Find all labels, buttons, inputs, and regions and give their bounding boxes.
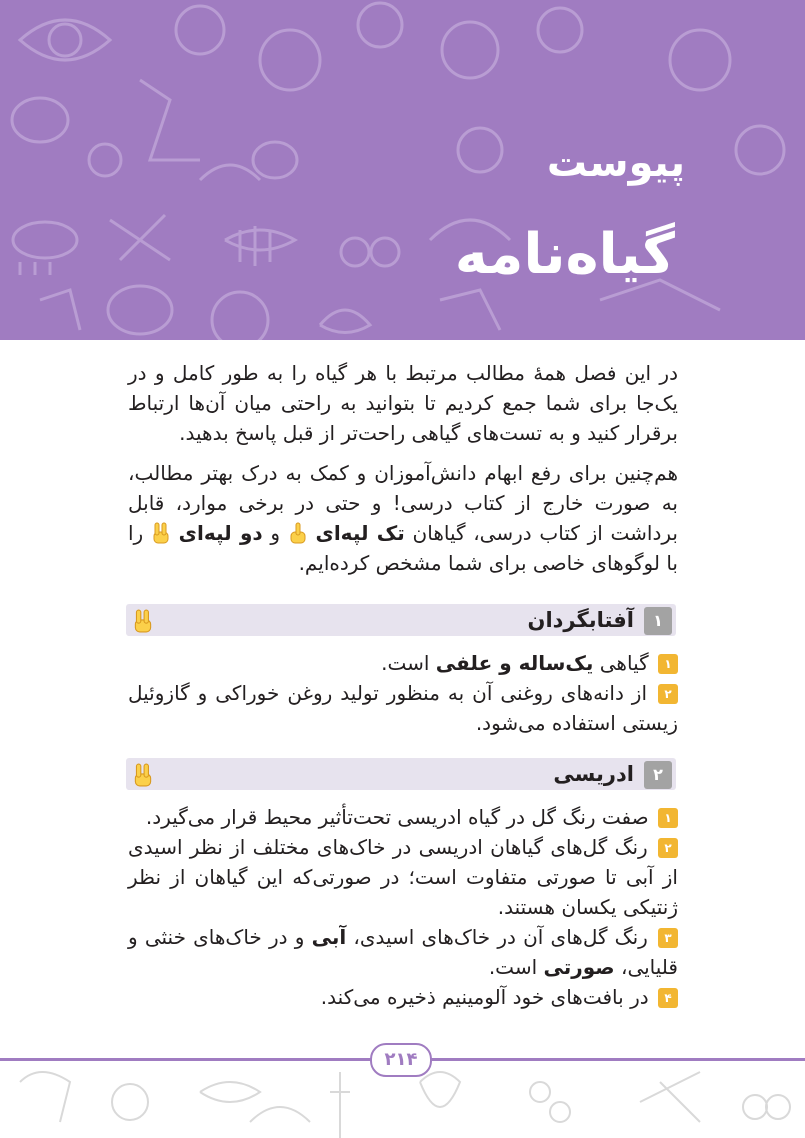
intro-text-start: هم‌چنین برای رفع ابهام دانش‌آموزان و کمک به درک بهتر مطالب، به صورت خارج از کتاب درسی! و حتی در برخی موارد، قابل برداشت از کتاب درسی، گیاهان [128, 461, 678, 545]
list-item [128, 922, 678, 982]
section-title: آفتابگردان [527, 608, 634, 632]
page-subtitle: پیوست [546, 140, 685, 186]
item-bold-text: آبی [311, 925, 347, 949]
section-hydrangea-items [128, 802, 678, 1012]
list-item [128, 982, 678, 1012]
and-word: و [270, 521, 281, 545]
item-text: در بافت‌های خود آلومینیم ذخیره می‌کند. [320, 985, 649, 1009]
item-text: رنگ گل‌های آن در خاک‌های اسیدی، [353, 925, 648, 949]
section-number: ۱ [644, 607, 672, 635]
two-finger-hand-icon [132, 763, 154, 787]
list-item [128, 832, 678, 922]
two-finger-hand-icon [151, 522, 171, 544]
section-sunflower-items [128, 648, 678, 738]
item-text: است. [488, 955, 538, 979]
section-number: ۲ [644, 761, 672, 789]
list-item [128, 802, 678, 832]
item-text: است. [381, 651, 430, 675]
mono-label: تک لپه‌ای [315, 521, 405, 545]
header-banner [0, 0, 805, 340]
section-header-sunflower [126, 604, 676, 636]
one-finger-hand-icon [288, 522, 308, 544]
item-number-badge: ۴ [658, 988, 678, 1008]
page-title: گیاه‌نامه [454, 222, 675, 287]
item-number-badge: ۲ [658, 838, 678, 858]
list-item [128, 678, 678, 738]
section-title: ادریسی [553, 762, 634, 786]
di-label: دو لپه‌ای [178, 521, 263, 545]
item-number-badge: ۱ [658, 808, 678, 828]
item-number-badge: ۱ [658, 654, 678, 674]
two-finger-hand-icon [132, 609, 154, 633]
intro-text-end: را با لوگوهای خاصی برای شما مشخص کرده‌ایم. [128, 521, 678, 575]
item-text: از دانه‌های روغنی آن به منظور تولید روغن خوراکی و گازوئیل زیستی استفاده می‌شود. [128, 681, 678, 735]
item-text: گیاهی [599, 651, 649, 675]
section-header-hydrangea [126, 758, 676, 790]
item-text: صفت رنگ گل در گیاه ادریسی تحت‌تأثیر محیط قرار می‌گیرد. [145, 805, 649, 829]
list-item [128, 648, 678, 678]
item-text: و در خاک‌های خنثی و قلیایی، [128, 925, 678, 979]
item-text: رنگ گل‌های گیاهان ادریسی در خاک‌های مختلف از نظر اسیدی از آبی تا صورتی متفاوت است؛ در صورتی‌که این گیاهان از نظر ژنتیکی یکسان هستند. [128, 835, 678, 919]
intro-paragraph-2 [128, 458, 678, 578]
item-number-badge: ۲ [658, 684, 678, 704]
intro-paragraph-1: در این فصل همهٔ مطالب مرتبط با هر گیاه را به طور کامل و در یک‌جا برای شما جمع کردیم تا بتوانید به راحتی میان آن‌ها ارتباط برقرار کنید و به تست‌های گیاهی راحت‌تر از قبل پاسخ بدهید. [128, 361, 678, 445]
item-bold-text: یک‌ساله و علفی [435, 651, 594, 675]
item-number-badge: ۳ [658, 928, 678, 948]
item-bold-text: صورتی [543, 955, 615, 979]
page-number: ۲۱۴ [370, 1043, 432, 1077]
